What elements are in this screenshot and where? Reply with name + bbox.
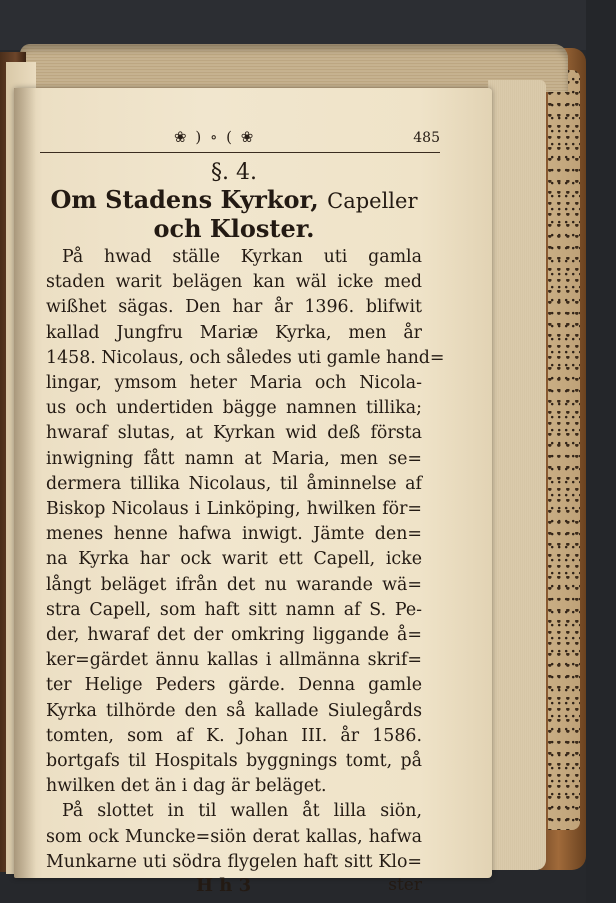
text-line: Munkarne uti södra flygelen haft sitt Klo= xyxy=(46,851,422,872)
text-line: som ock Muncke=siön derat kallas, hafwa xyxy=(46,826,422,847)
page-number: 485 xyxy=(413,130,440,146)
text-line: Kyrka tilhörde den så kallade Siulegårds xyxy=(46,700,422,721)
text-line: På slottet in til wallen åt lilla siön, xyxy=(62,801,422,822)
body-text xyxy=(46,245,445,875)
head-rule xyxy=(40,152,440,153)
text-line: hwilken det än i dag är beläget. xyxy=(46,776,327,797)
section-number: §. 4. xyxy=(211,160,257,185)
text-line: us och undertiden bägge namnen tillika; xyxy=(46,398,422,419)
catchword: ster xyxy=(388,875,422,896)
text-line: 1458. Nicolaus, och således uti gamle hand= xyxy=(46,347,445,368)
text-line: ter Helige Peders gärde. Denna gamle xyxy=(46,675,422,696)
page-footer xyxy=(46,875,422,901)
text-line: na Kyrka har ock warit ett Capell, icke xyxy=(46,549,422,570)
text-line: dermera tillika Nicolaus, til åminnelse af xyxy=(46,473,422,494)
title-roman: Capeller xyxy=(327,189,418,213)
chapter-title-line-2: och Kloster. xyxy=(153,214,315,243)
fore-edge xyxy=(488,80,546,870)
gutter-shadow xyxy=(14,88,36,878)
speckled-page-edge xyxy=(548,70,580,830)
signature-mark: H h 3 xyxy=(196,875,252,897)
text-line: kallad Jungfru Mariæ Kyrka, men år xyxy=(46,322,422,343)
text-line: långt beläget ifrån det nu warande wä= xyxy=(46,574,422,595)
text-line: menes henne hafwa inwigt. Jämte den= xyxy=(46,524,422,545)
running-head xyxy=(46,128,440,156)
text-line: Biskop Nicolaus i Linköping, hwilken för= xyxy=(46,499,422,520)
text-line: stra Capell, som haft sitt namn af S. Pe- xyxy=(46,599,422,620)
text-line: bortgafs til Hospitals byggnings tomt, på xyxy=(46,751,422,772)
page-block-top xyxy=(20,44,568,92)
text-line: inwigning fått namn at Maria, men se= xyxy=(46,448,422,469)
text-line: tomten, som af K. Johan III. år 1586. xyxy=(46,725,422,746)
text-line: lingar, ymsom heter Maria och Nicola- xyxy=(46,373,422,394)
background-right xyxy=(586,0,616,903)
page-text-block xyxy=(46,128,445,901)
text-line: der, hwaraf det der omkring liggande å= xyxy=(46,625,422,646)
text-line: wißhet sägas. Den har år 1396. blifwit xyxy=(46,297,422,318)
text-line: ker=gärdet ännu kallas i allmänna skrif= xyxy=(46,650,422,671)
text-line: hwaraf slutas, at Kyrkan wid deß första xyxy=(46,423,422,444)
title-fraktur: Om Stadens Kyrkor, xyxy=(50,185,319,214)
background xyxy=(0,0,616,50)
head-ornament: ❀ ) ∘ ( ❀ xyxy=(174,128,256,146)
text-line: På hwad ställe Kyrkan uti gamla xyxy=(62,247,422,267)
text-line: staden warit belägen kan wäl icke med xyxy=(46,272,422,293)
chapter-title-line-1 xyxy=(46,186,422,215)
